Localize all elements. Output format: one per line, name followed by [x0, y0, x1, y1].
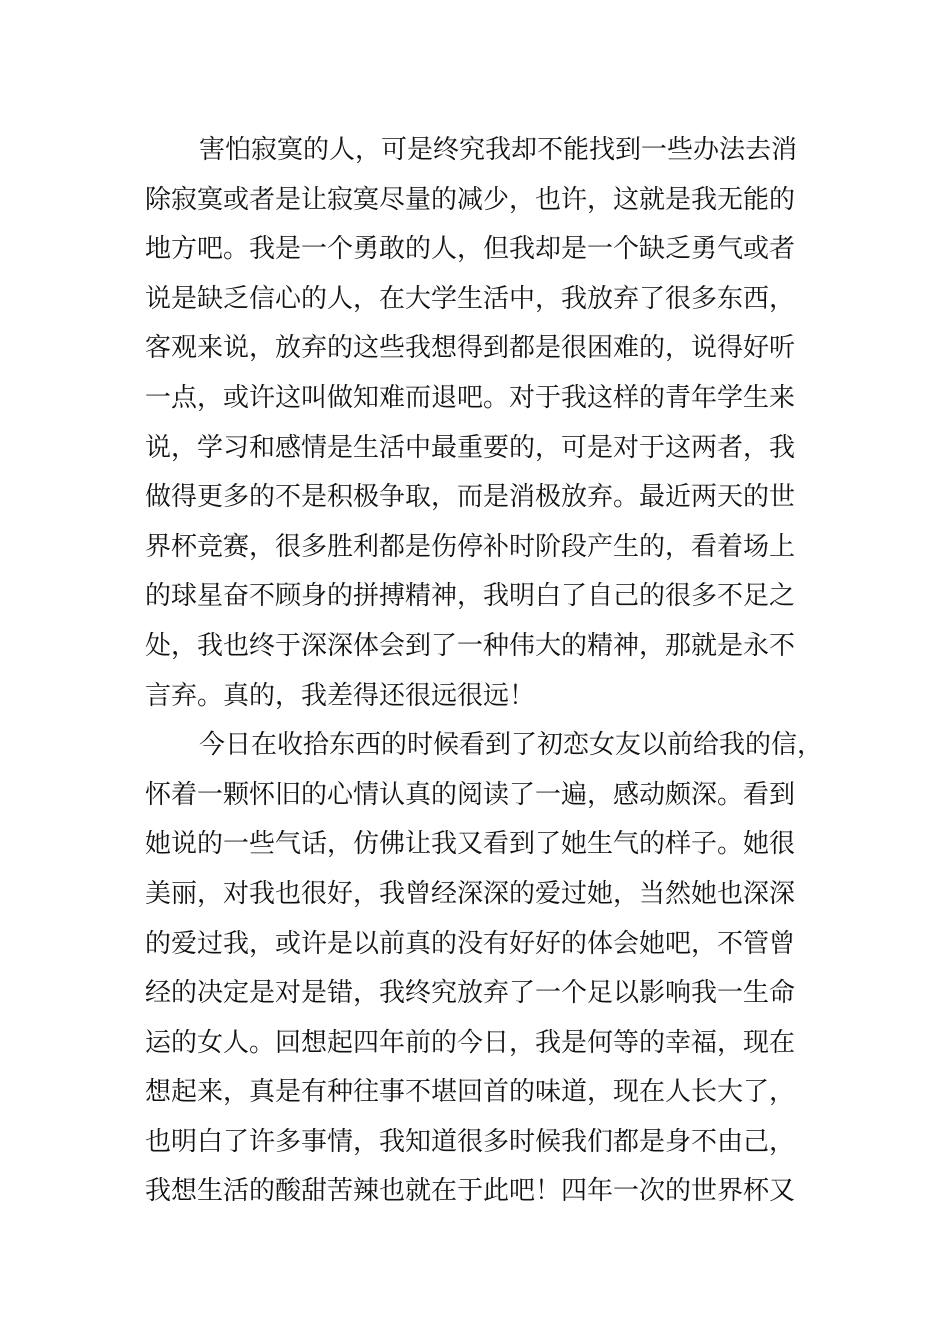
text-line: 界杯竞赛，很多胜利都是伤停补时阶段产生的，看着场上 — [145, 531, 796, 562]
text-line: 害怕寂寞的人，可是终究我却不能找到一些办法去消 — [199, 135, 798, 165]
text-line: 她说的一些气话，仿佛让我又看到了她生气的样子。她很 — [145, 829, 796, 860]
text-line: 的爱过我，或许是以前真的没有好好的体会她吧，不管曾 — [145, 928, 796, 959]
body-text — [145, 126, 824, 1217]
text-line: 处，我也终于深深体会到了一种伟大的精神，那就是永不 — [145, 630, 796, 661]
text-line: 说是缺乏信心的人，在大学生活中，我放弃了很多东西， — [145, 283, 796, 314]
text-line: 怀着一颗怀旧的心情认真的阅读了一遍，感动颇深。看到 — [145, 779, 796, 810]
text-line: 经的决定是对是错，我终究放弃了一个足以影响我一生命 — [145, 978, 796, 1009]
text-line: 也明白了许多事情，我知道很多时候我们都是身不由己， — [145, 1126, 796, 1157]
text-line: 地方吧。我是一个勇敢的人，但我却是一个缺乏勇气或者 — [145, 234, 796, 265]
paragraph-1 — [145, 126, 815, 721]
text-line: 运的女人。回想起四年前的今日，我是何等的幸福，现在 — [145, 1027, 796, 1058]
text-line: 今日在收拾东西的时候看到了初恋女友以前给我的信， — [199, 730, 824, 761]
text-line: 我想生活的酸甜苦辣也就在于此吧！四年一次的世界杯又 — [145, 1176, 796, 1207]
text-line: 除寂寞或者是让寂寞尽量的减少，也许，这就是我无能的 — [145, 184, 796, 215]
text-line: 一点，或许这叫做知难而退吧。对于我这样的青年学生来 — [145, 382, 796, 413]
text-line: 客观来说，放弃的这些我想得到都是很困难的，说得好听 — [145, 333, 796, 364]
text-line: 美丽，对我也很好，我曾经深深的爱过她，当然她也深深 — [145, 878, 796, 909]
text-line: 做得更多的不是积极争取，而是消极放弃。最近两天的世 — [145, 482, 796, 513]
paragraph-2 — [145, 721, 824, 1217]
text-line: 言弃。真的，我差得还很远很远！ — [145, 680, 536, 711]
text-line: 想起来，真是有种往事不堪回首的味道，现在人长大了， — [145, 1077, 796, 1108]
text-line: 说，学习和感情是生活中最重要的，可是对于这两者，我 — [145, 432, 796, 463]
text-line: 的球星奋不顾身的拼搏精神，我明白了自己的很多不足之 — [145, 581, 796, 612]
